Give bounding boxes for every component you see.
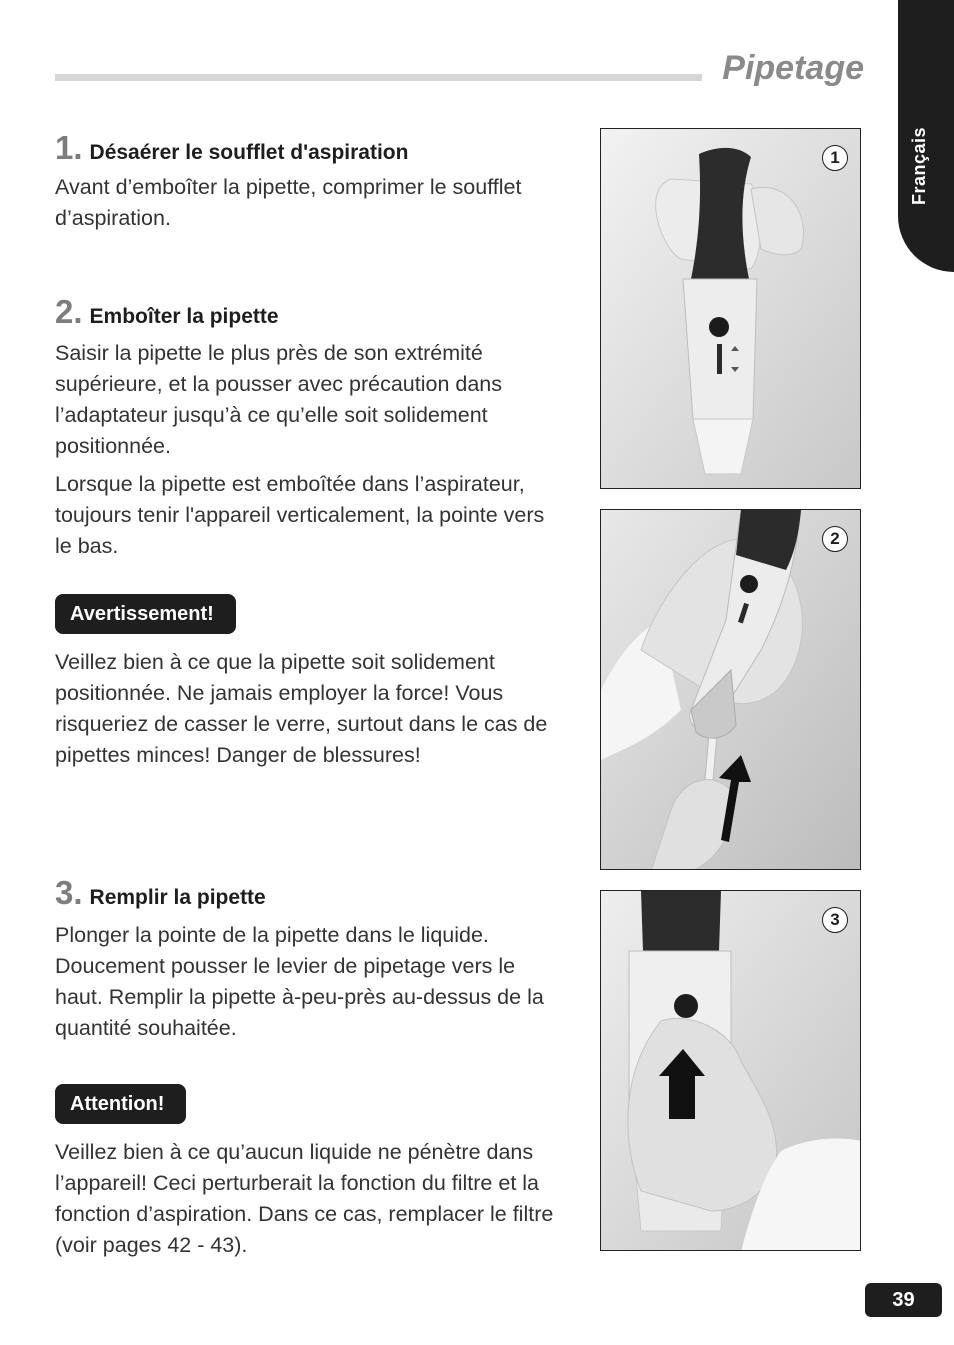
section-2-title: Emboîter la pipette — [89, 305, 279, 328]
figure-1 — [600, 128, 861, 489]
attention-badge: Attention! — [55, 1084, 186, 1124]
section-1-paragraph: Avant d’emboîter la pipette, comprimer le soufflet d’aspiration. — [55, 175, 522, 230]
figure-3-number: 3 — [822, 907, 848, 933]
page-number: 39 — [865, 1283, 942, 1317]
language-tab-label: Français — [909, 126, 929, 205]
attention-text: Veillez bien à ce qu’aucun liquide ne pénètre dans l’appareil! Ceci perturberait la fonction du filtre et la fonction d’aspiration. Dans ce cas, remplacer le filtre (voir pages 42 - 43). — [55, 1140, 554, 1257]
section-3-number: 3. — [55, 874, 83, 911]
section-3-heading — [55, 875, 266, 911]
pipette-controller-photo-icon — [601, 129, 861, 489]
section-1-heading — [55, 130, 408, 166]
section-3-paragraph: Plonger la pointe de la pipette dans le liquide. Doucement pousser le levier de pipetage vers le haut. Remplir la pipette à-peu-près au-dessus de la quantité souhaitée. — [55, 923, 544, 1040]
page-title: Pipetage — [722, 49, 864, 87]
section-3-title: Remplir la pipette — [89, 886, 266, 909]
warning-text: Veillez bien à ce que la pipette soit solidement positionnée. Ne jamais employer la force! Vous risqueriez de casser le verre, surtout dans le cas de pipettes minces! Danger de blessures! — [55, 650, 548, 767]
warning-badge: Avertissement! — [55, 594, 236, 634]
section-2-paragraph-1: Saisir la pipette le plus près de son extrémité supérieure, et la pousser avec précaution dans l’adaptateur jusqu’à ce qu’elle soit solidement positionnée. — [55, 341, 502, 458]
section-1-title: Désaérer le soufflet d'aspiration — [89, 141, 409, 164]
figure-3 — [600, 890, 861, 1251]
insert-pipette-photo-icon — [601, 510, 861, 870]
section-2-paragraph-2: Lorsque la pipette est emboîtée dans l’aspirateur, toujours tenir l'appareil verticalement, la pointe vers le bas. — [55, 472, 545, 558]
section-2-heading — [55, 294, 279, 330]
figure-1-number: 1 — [822, 145, 848, 171]
figure-2 — [600, 509, 861, 870]
section-1-number: 1. — [55, 129, 83, 166]
section-2-number: 2. — [55, 293, 83, 330]
header-rule — [55, 74, 702, 81]
fill-pipette-photo-icon — [601, 891, 861, 1251]
figure-2-number: 2 — [822, 526, 848, 552]
